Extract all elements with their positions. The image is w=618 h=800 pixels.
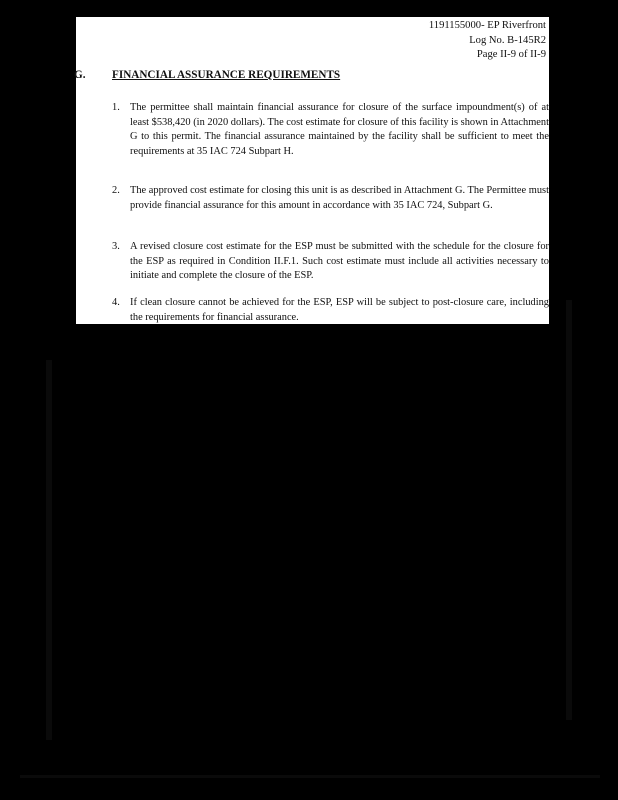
list-item bbox=[112, 296, 549, 325]
list-item-text: The permittee shall maintain financial assurance for closure of the surface impoundment(s) of at least $538,420 (in 2020 dollars). The cost estimate for closure of this facility is shown in Attachment G to this permit. The financial assurance maintained by the facility shall be sufficient to meet the requirements at 35 IAC 724 Subpart H. bbox=[130, 102, 549, 157]
page-header bbox=[429, 19, 546, 63]
list-item-text: The approved cost estimate for closing this unit is as described in Attachment G. The Permittee must provide financial assurance for this amount in accordance with 35 IAC 724, Subpart G. bbox=[130, 185, 549, 211]
list-item-text: If clean closure cannot be achieved for the ESP, ESP will be subject to post-closure care, including the requirements for financial assurance. bbox=[130, 297, 549, 323]
list-item bbox=[112, 101, 549, 159]
list-item bbox=[112, 240, 549, 284]
list-item-number: 4. bbox=[112, 297, 120, 308]
header-log-number: Log No. B-145R2 bbox=[469, 34, 546, 46]
section-letter: G. bbox=[74, 69, 86, 81]
header-page-number: Page II-9 of II-9 bbox=[476, 49, 546, 61]
scan-artifact bbox=[20, 775, 600, 778]
list-item-text: A revised closure cost estimate for the ESP must be submitted with the schedule for the closure for the ESP as required in Condition II.F.1. Such cost estimate must include all activities necessary to initiate and complete the closure of the ESP. bbox=[130, 241, 549, 282]
scan-artifact bbox=[566, 300, 572, 720]
document-page bbox=[76, 17, 549, 324]
list-item-number: 2. bbox=[112, 185, 120, 196]
list-item bbox=[112, 184, 549, 213]
header-facility-id: 1191155000- EP Riverfront bbox=[428, 20, 546, 31]
list-item-number: 3. bbox=[112, 241, 120, 252]
section-title: FINANCIAL ASSURANCE REQUIREMENTS bbox=[112, 69, 341, 81]
list-item-number: 1. bbox=[112, 102, 120, 113]
scan-artifact bbox=[46, 360, 52, 740]
